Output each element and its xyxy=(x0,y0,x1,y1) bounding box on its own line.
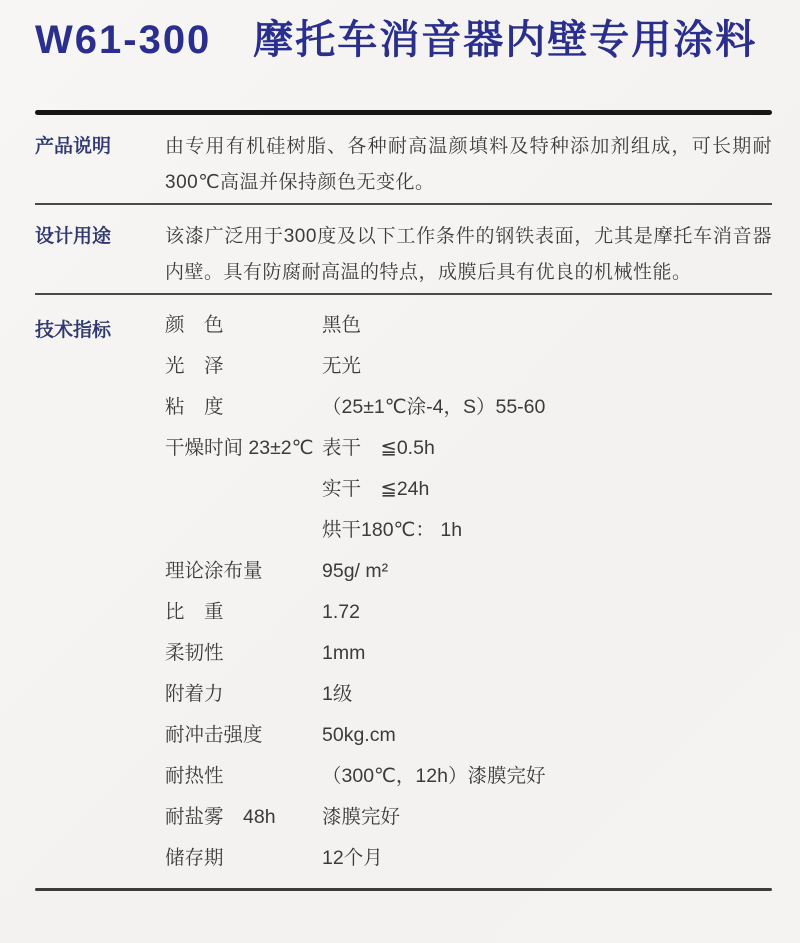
page-title: W61-300 摩托车消音器内壁专用涂料 xyxy=(35,18,758,62)
spec-name: 附着力 xyxy=(165,683,224,705)
spec-value: 无光 xyxy=(322,355,362,377)
section-body-design-use: 该漆广泛用于300度及以下工作条件的钢铁表面，尤其是摩托车消音器内壁。具有防腐耐高温的特点，成膜后具有优良的机械性能。 xyxy=(165,226,772,283)
spec-value: 黑色 xyxy=(322,314,362,336)
section-design-use xyxy=(35,219,772,291)
spec-name: 耐热性 xyxy=(165,765,224,787)
spec-row-drying-time-surface xyxy=(165,436,772,460)
section-label-design-use: 设计用途 xyxy=(35,226,112,247)
spec-name: 比 重 xyxy=(165,601,224,623)
spec-row-specific-gravity xyxy=(165,600,772,624)
spec-row-salt-spray xyxy=(165,805,772,829)
spec-value: 95g/ m² xyxy=(322,560,389,582)
spec-row-viscosity xyxy=(165,395,772,419)
spec-table xyxy=(165,313,772,870)
spec-row-gloss xyxy=(165,354,772,378)
spec-value: 实干 ≦24h xyxy=(322,478,430,500)
spec-name: 耐冲击强度 xyxy=(165,724,263,746)
spec-name: 储存期 xyxy=(165,847,224,869)
spec-row-coverage xyxy=(165,559,772,583)
divider-top xyxy=(35,110,772,115)
spec-row-drying-time-hard xyxy=(165,477,772,501)
divider-section-2 xyxy=(35,293,772,295)
spec-value: （300℃，12h）漆膜完好 xyxy=(322,765,546,787)
spec-value: 1mm xyxy=(322,642,366,664)
spec-row-adhesion xyxy=(165,682,772,706)
section-product-description xyxy=(35,129,772,201)
section-label-technical-specs: 技术指标 xyxy=(35,320,112,341)
spec-name: 粘 度 xyxy=(165,396,224,418)
spec-value: 漆膜完好 xyxy=(322,806,401,828)
spec-name: 理论涂布量 xyxy=(165,560,263,582)
spec-value: 1.72 xyxy=(322,601,360,623)
spec-value: 50kg.cm xyxy=(322,724,396,746)
spec-row-drying-time-baked xyxy=(165,518,772,542)
spec-row-heat-resistance xyxy=(165,764,772,788)
divider-section-1 xyxy=(35,203,772,205)
section-technical-specs xyxy=(35,313,772,870)
spec-name: 耐盐雾 48h xyxy=(165,806,276,828)
spec-name: 颜 色 xyxy=(165,314,224,336)
spec-value: 1级 xyxy=(322,683,353,705)
spec-name: 柔韧性 xyxy=(165,642,224,664)
section-label-product-description: 产品说明 xyxy=(35,136,112,157)
spec-value: （25±1℃涂-4，S）55-60 xyxy=(322,396,546,418)
spec-value: 烘干180℃： 1h xyxy=(322,519,463,541)
divider-bottom xyxy=(35,888,772,891)
spec-row-flexibility xyxy=(165,641,772,665)
spec-name: 光 泽 xyxy=(165,355,224,377)
spec-value: 表干 ≦0.5h xyxy=(322,437,435,459)
spec-row-color xyxy=(165,313,772,337)
section-body-product-description: 由专用有机硅树脂、各种耐高温颜填料及特种添加剂组成，可长期耐300℃高温并保持颜色无变化。 xyxy=(165,136,772,193)
spec-row-impact-resistance xyxy=(165,723,772,747)
spec-row-shelf-life xyxy=(165,846,772,870)
spec-value: 12个月 xyxy=(322,847,383,869)
spec-name: 干燥时间 23±2℃ xyxy=(165,437,314,459)
